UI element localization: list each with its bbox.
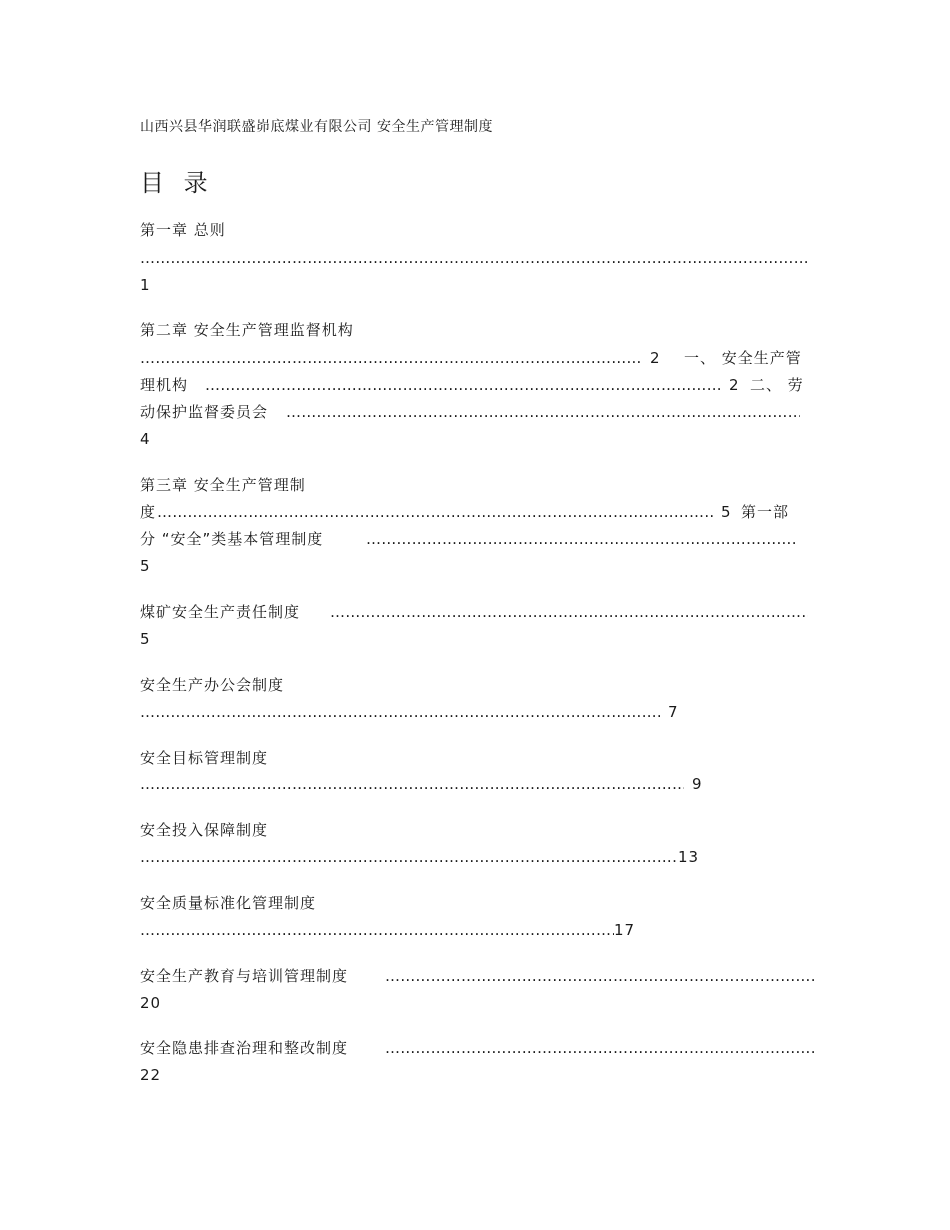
toc-entry-label: 第一章 总则 bbox=[140, 221, 226, 239]
toc-dot-leader bbox=[140, 348, 640, 368]
toc-dot-leader bbox=[286, 402, 800, 422]
toc-entry-page: 17 bbox=[614, 921, 636, 939]
page-header: 山西兴县华润联盛峁底煤业有限公司 安全生产管理制度 bbox=[140, 119, 493, 135]
toc-entry-page: 4 bbox=[140, 430, 151, 448]
toc-entry-page: 2 bbox=[650, 349, 661, 367]
toc-dot-leader bbox=[140, 920, 614, 940]
toc-entry-page: 9 bbox=[692, 775, 703, 793]
toc-title: 目 录 bbox=[140, 169, 214, 197]
toc-entry-page: 1 bbox=[140, 276, 151, 294]
toc-dot-leader bbox=[140, 847, 678, 867]
toc-entry-subsection: 第一部 bbox=[741, 503, 790, 521]
toc-entry-label: 第三章 安全生产管理制 bbox=[140, 476, 306, 494]
toc-entry-subsection: 一、 安全生产管 bbox=[684, 349, 802, 367]
toc-entry-page: 22 bbox=[140, 1066, 162, 1084]
toc-entry-page: 20 bbox=[140, 994, 162, 1012]
toc-entry-subsection: 理机构 bbox=[140, 376, 189, 394]
toc-entry-label: 度 bbox=[140, 503, 157, 521]
toc-entry-label: 安全隐患排查治理和整改制度 bbox=[140, 1039, 349, 1057]
toc-dot-leader bbox=[157, 502, 713, 522]
toc-dot-leader bbox=[205, 375, 721, 395]
toc-entry-page: 7 bbox=[668, 703, 679, 721]
toc-dot-leader bbox=[366, 529, 798, 549]
toc-dot-leader bbox=[140, 248, 808, 268]
toc-entry-label: 安全生产办公会制度 bbox=[140, 676, 285, 694]
toc-dot-leader bbox=[385, 1038, 815, 1058]
toc-entry-label: 安全目标管理制度 bbox=[140, 749, 269, 767]
toc-entry-subsection: 二、 劳 bbox=[750, 376, 804, 394]
toc-entry-label: 煤矿安全生产责任制度 bbox=[140, 603, 301, 621]
toc-entry-page: 2 bbox=[729, 376, 740, 394]
toc-entry-page: 5 bbox=[140, 630, 151, 648]
toc-entry-page: 5 bbox=[721, 503, 732, 521]
toc-dot-leader bbox=[140, 702, 660, 722]
toc-entry-label: 安全质量标准化管理制度 bbox=[140, 894, 317, 912]
toc-entry-subsection: 分 “安全”类基本管理制度 bbox=[140, 530, 324, 548]
toc-dot-leader bbox=[140, 774, 684, 794]
toc-entry-label: 安全生产教育与培训管理制度 bbox=[140, 967, 349, 985]
toc-entry-page: 5 bbox=[140, 557, 151, 575]
toc-entry-label: 安全投入保障制度 bbox=[140, 821, 269, 839]
toc-entry-page: 13 bbox=[678, 848, 700, 866]
toc-entry-label: 第二章 安全生产管理监督机构 bbox=[140, 321, 354, 339]
toc-dot-leader bbox=[330, 602, 808, 622]
toc-entry-subsection: 动保护监督委员会 bbox=[140, 403, 269, 421]
toc-dot-leader bbox=[385, 966, 815, 986]
